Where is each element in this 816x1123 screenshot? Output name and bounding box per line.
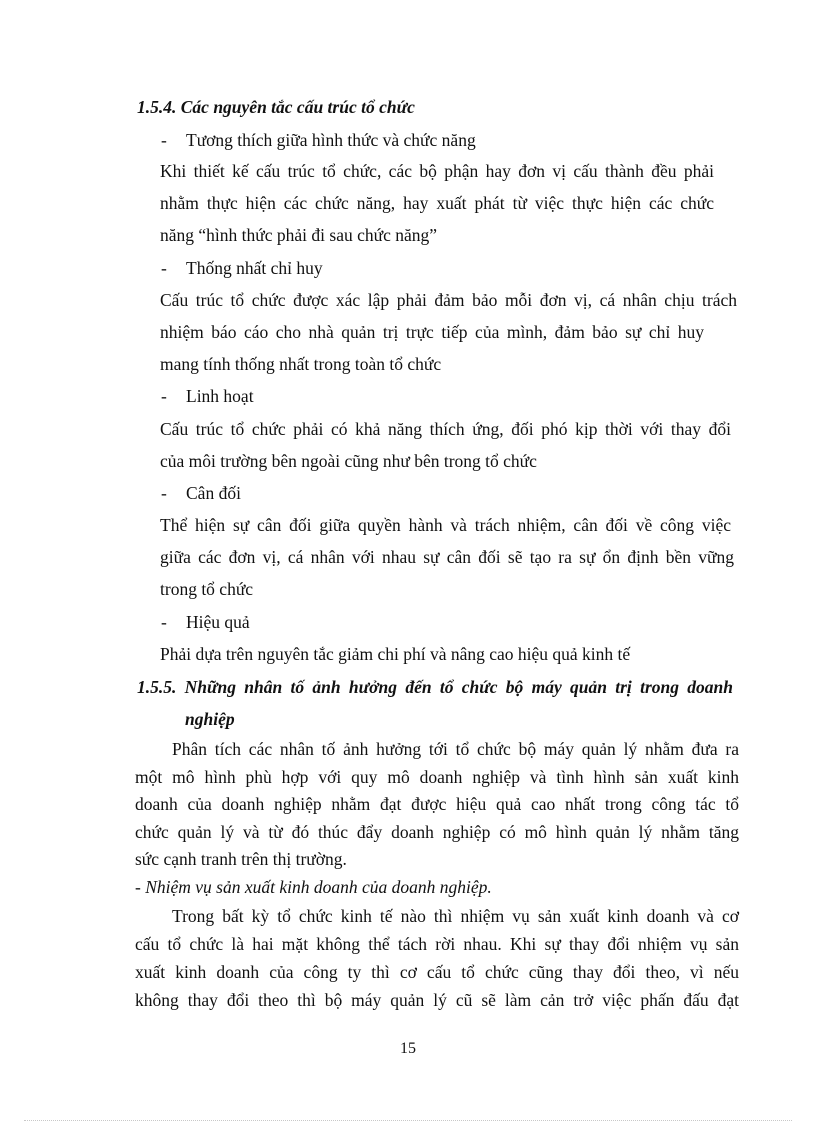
- bullet-flexibility: Linh hoạt: [186, 386, 254, 406]
- paragraph-line: doanh của doanh nghiệp nhằm đạt được hiệu quả cao nhất trong công tác tổ: [135, 794, 739, 814]
- paragraph-line: cấu tổ chức là hai mặt không thể tách rời nhau. Khi sự thay đổi nhiệm vụ sản: [135, 934, 739, 954]
- bullet-dash: -: [161, 483, 167, 503]
- page-number: 15: [400, 1040, 416, 1057]
- bullet-balance: Cân đối: [186, 483, 241, 503]
- paragraph-line: sức cạnh tranh trên thị trường.: [135, 849, 347, 869]
- bullet-dash: -: [161, 612, 167, 632]
- paragraph-line: chức quản lý và từ đó thúc đẩy doanh nghiệp có mô hình quản lý nhằm tăng: [135, 822, 739, 842]
- paragraph-line: không thay đổi theo thì bộ máy quản lý cũ sẽ làm cản trở việc phấn đấu đạt: [135, 990, 739, 1010]
- paragraph-line: xuất kinh doanh của công ty thì cơ cấu tổ chức cũng thay đổi theo, vì nếu: [135, 962, 739, 982]
- paragraph-line: Cấu trúc tổ chức phải có khả năng thích ứng, đối phó kịp thời với thay đổi: [160, 419, 731, 439]
- bullet-compatibility: Tương thích giữa hình thức và chức năng: [186, 130, 476, 150]
- paragraph-line: năng “hình thức phải đi sau chức năng”: [160, 225, 438, 245]
- paragraph-line: Khi thiết kế cấu trúc tổ chức, các bộ phận hay đơn vị cấu thành đều phải: [160, 161, 714, 181]
- paragraph-line: nhiệm báo cáo cho nhà quản trị trực tiếp của mình, đảm bảo sự chỉ huy: [160, 322, 704, 342]
- paragraph-line: Trong bất kỳ tổ chức kinh tế nào thì nhiệm vụ sản xuất kinh doanh và cơ: [172, 906, 739, 926]
- paragraph-line: nhằm thực hiện các chức năng, hay xuất phát từ việc thực hiện các chức: [160, 193, 714, 213]
- paragraph-line: Thể hiện sự cân đối giữa quyền hành và trách nhiệm, cân đối về công việc: [160, 515, 731, 535]
- page-bottom-divider: [24, 1120, 792, 1121]
- subheading-business-tasks: - Nhiệm vụ sản xuất kinh doanh của doanh nghiệp.: [135, 877, 492, 897]
- paragraph-line: mang tính thống nhất trong toàn tổ chức: [160, 354, 442, 374]
- paragraph-line: Phân tích các nhân tố ảnh hưởng tới tổ chức bộ máy quản lý nhằm đưa ra: [172, 739, 739, 759]
- paragraph-line: của môi trường bên ngoài cũng như bên trong tổ chức: [160, 451, 537, 471]
- section-heading-1-5-4: 1.5.4. Các nguyên tắc cấu trúc tổ chức: [137, 97, 415, 117]
- paragraph-line: một mô hình phù hợp với quy mô doanh nghiệp và tình hình sản xuất kinh: [135, 767, 739, 787]
- paragraph-line: Phải dựa trên nguyên tắc giảm chi phí và nâng cao hiệu quả kinh tế: [160, 644, 631, 664]
- paragraph-line: Cấu trúc tổ chức được xác lập phải đảm bảo mỗi đơn vị, cá nhân chịu trách: [160, 290, 737, 310]
- bullet-dash: -: [161, 386, 167, 406]
- paragraph-line: trong tổ chức: [160, 579, 254, 599]
- section-heading-1-5-5-cont: nghiệp: [185, 709, 235, 729]
- bullet-dash: -: [161, 258, 167, 278]
- section-heading-1-5-5: 1.5.5. Những nhân tố ảnh hưởng đến tổ chức bộ máy quản trị trong doanh: [137, 677, 733, 697]
- paragraph-line: giữa các đơn vị, cá nhân với nhau sự cân đối sẽ tạo ra sự ổn định bền vững: [160, 547, 734, 567]
- bullet-unity-of-command: Thống nhất chỉ huy: [186, 258, 323, 278]
- bullet-efficiency: Hiệu quả: [186, 612, 250, 632]
- bullet-dash: -: [161, 130, 167, 150]
